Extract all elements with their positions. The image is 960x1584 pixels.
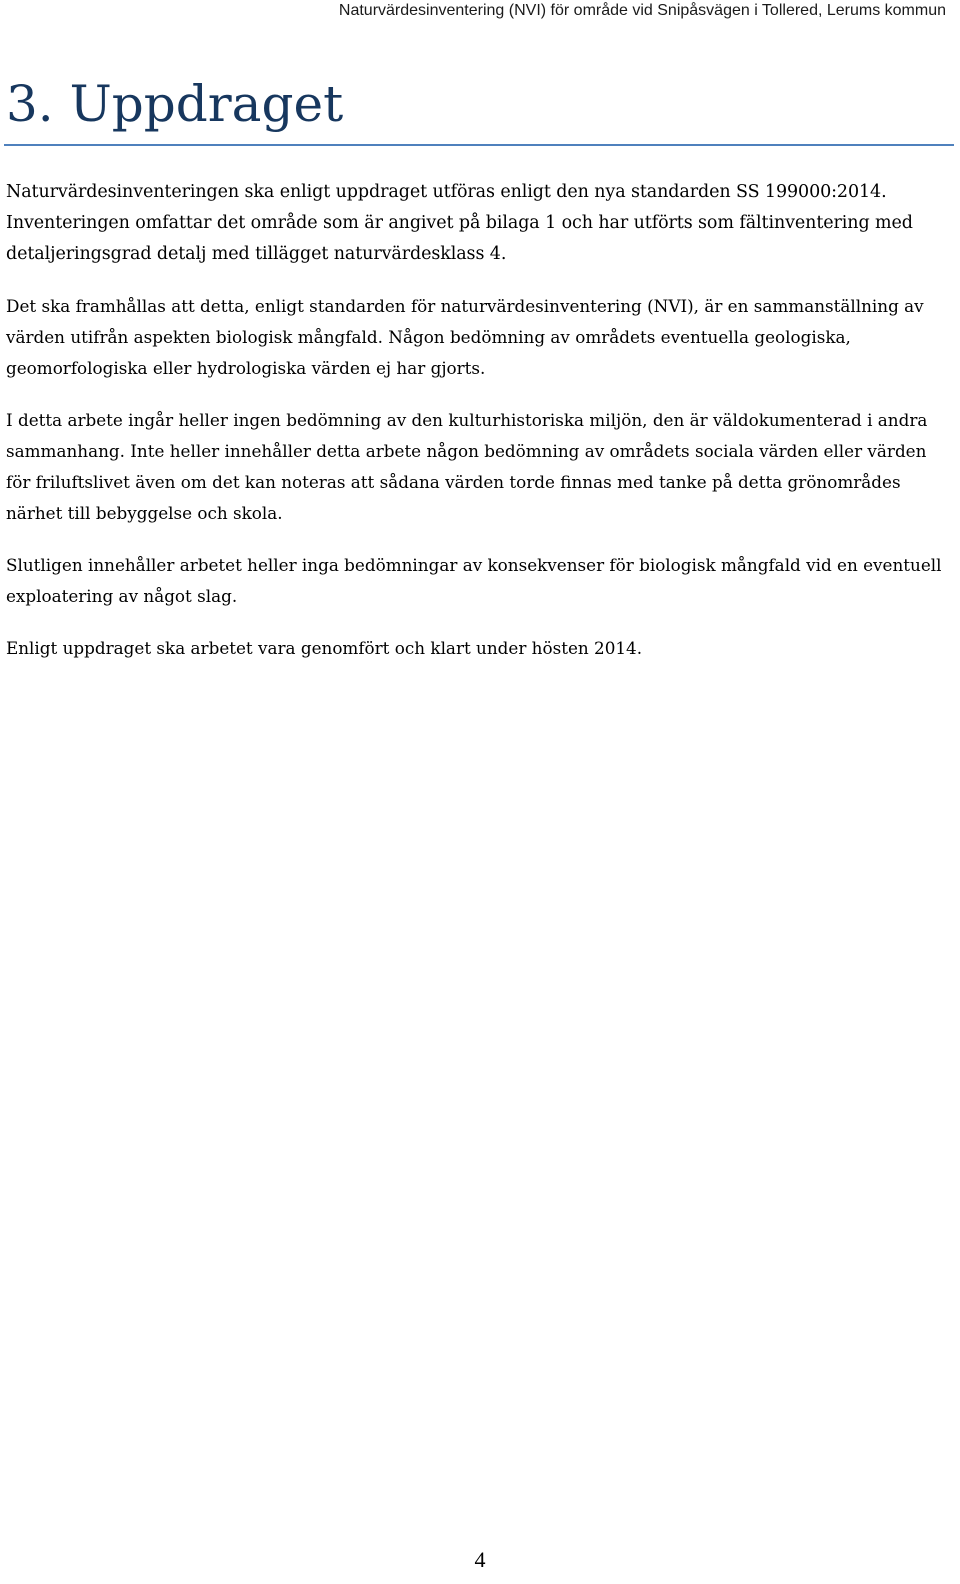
running-header: Naturvärdesinventering (NVI) för område vid Snipåsvägen i Tollered, Lerums kommun (338, 2, 946, 19)
paragraph-1: Naturvärdesinventeringen ska enligt uppdraget utföras enligt den nya standarden SS 199000:2014. Inventeringen omfattar det område som är angivet på bilaga 1 och har utförts som fältinventering med detaljeringsgrad detalj med tillägget naturvärdesklass 4. (6, 182, 913, 264)
paragraph-5: Enligt uppdraget ska arbetet vara genomfört och klart under hösten 2014. (6, 638, 643, 658)
section-title: 3. Uppdraget (6, 75, 344, 133)
title-divider (4, 144, 954, 146)
paragraph-2: Det ska framhållas att detta, enligt standarden för naturvärdesinventering (NVI), är en sammanställning av värden utifrån aspekten biologisk mångfald. Någon bedömning av områdets eventuella geologiska, geomorfologiska eller hydrologiska värden ej har gjorts. (6, 296, 924, 378)
paragraph-3: I detta arbete ingår heller ingen bedömning av den kulturhistoriska miljön, den är väldokumenterad i andra sammanhang. Inte heller innehåller detta arbete någon bedömning av områdets sociala värden eller värden för friluftslivet även om det kan noteras att sådana värden torde finnas med tanke på detta grönområdes närhet till bebyggelse och skola. (6, 410, 928, 523)
document-body (6, 177, 952, 685)
page-number: 4 (474, 1547, 486, 1572)
paragraph-4: Slutligen innehåller arbetet heller inga bedömningar av konsekvenser för biologisk mångfald vid en eventuell exploatering av något slag. (6, 555, 942, 606)
